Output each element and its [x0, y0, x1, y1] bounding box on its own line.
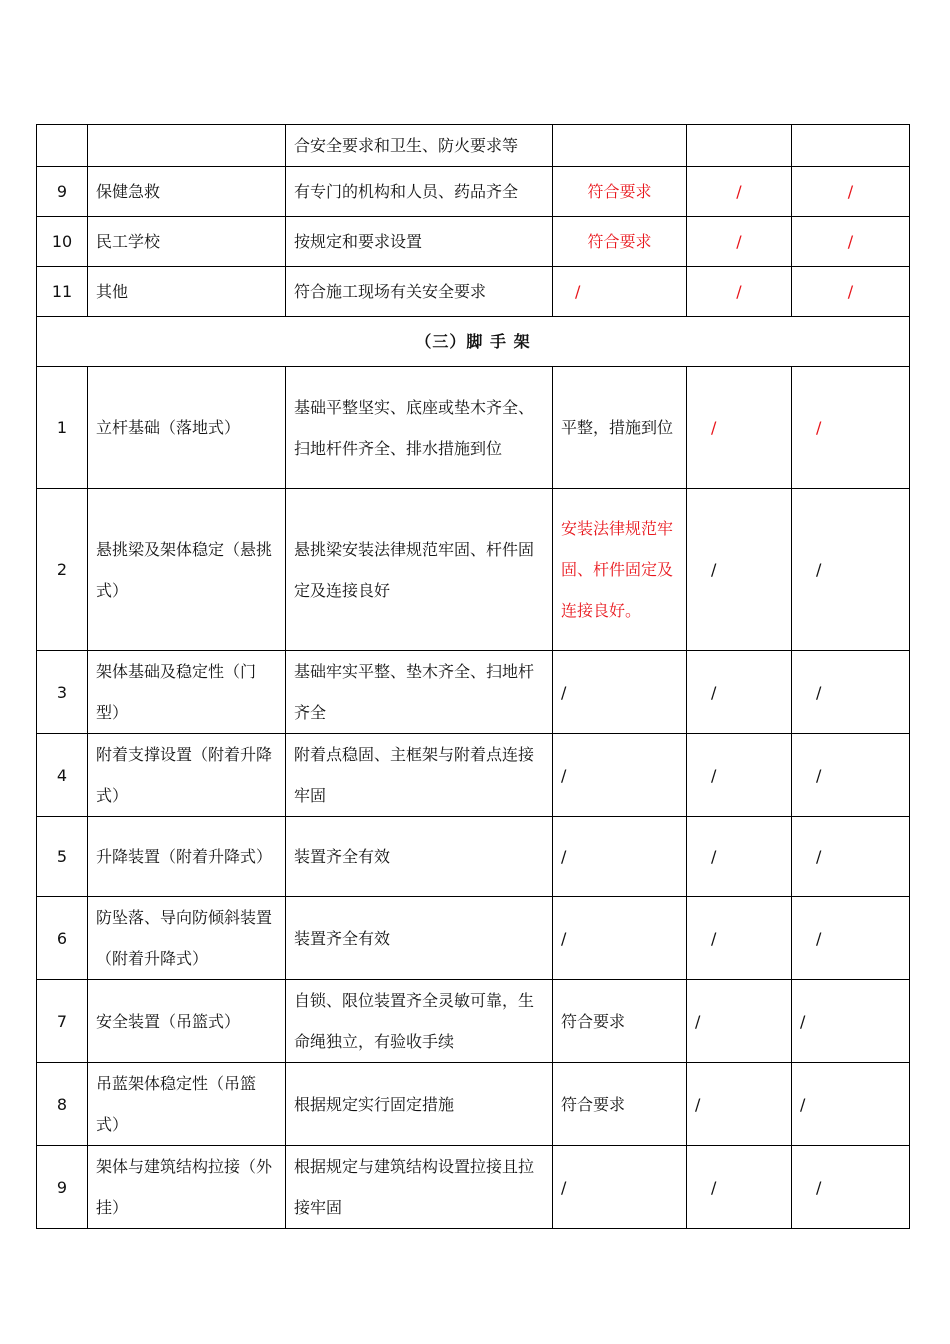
result-3: / [792, 980, 910, 1063]
table-row [37, 125, 910, 167]
table-row [37, 217, 910, 267]
result-1: 符合要求 [553, 1063, 687, 1146]
table-row [37, 651, 910, 734]
result-2: / [687, 980, 792, 1063]
row-number: 3 [37, 651, 88, 734]
item-name: 保健急救 [88, 167, 286, 217]
row-number: 4 [37, 734, 88, 817]
result-2: / [687, 367, 792, 489]
requirement: 合安全要求和卫生、防火要求等 [286, 125, 553, 167]
item-name: 附着支撑设置（附着升降式） [88, 734, 286, 817]
result-3: / [792, 1063, 910, 1146]
result-3: / [792, 651, 910, 734]
result-3: / [792, 217, 910, 267]
table-row [37, 1063, 910, 1146]
row-number [37, 125, 88, 167]
row-number: 2 [37, 489, 88, 651]
item-name: 防坠落、导向防倾斜装置（附着升降式） [88, 897, 286, 980]
result-1: / [553, 1146, 687, 1229]
result-2: / [687, 897, 792, 980]
row-number: 6 [37, 897, 88, 980]
table-row [37, 1146, 910, 1229]
result-2: / [687, 217, 792, 267]
section-title: （三）脚 手 架 [37, 317, 910, 367]
result-3: / [792, 817, 910, 897]
table-row [37, 367, 910, 489]
requirement: 有专门的机构和人员、药品齐全 [286, 167, 553, 217]
item-name: 升降装置（附着升降式） [88, 817, 286, 897]
result-2: / [687, 734, 792, 817]
row-number: 10 [37, 217, 88, 267]
table-row [37, 167, 910, 217]
row-number: 8 [37, 1063, 88, 1146]
requirement: 基础牢实平整、垫木齐全、扫地杆齐全 [286, 651, 553, 734]
result-1 [553, 125, 687, 167]
result-3: / [792, 1146, 910, 1229]
result-1: / [553, 651, 687, 734]
table-row [37, 980, 910, 1063]
result-1: / [553, 897, 687, 980]
item-name: 立杆基础（落地式） [88, 367, 286, 489]
result-3: / [792, 167, 910, 217]
row-number: 11 [37, 267, 88, 317]
result-2: / [687, 267, 792, 317]
requirement: 符合施工现场有关安全要求 [286, 267, 553, 317]
row-number: 5 [37, 817, 88, 897]
requirement: 悬挑梁安装法律规范牢固、杆件固定及连接良好 [286, 489, 553, 651]
inspection-table [36, 124, 910, 1229]
requirement: 根据规定实行固定措施 [286, 1063, 553, 1146]
requirement: 附着点稳固、主框架与附着点连接牢固 [286, 734, 553, 817]
result-2: / [687, 817, 792, 897]
item-name: 吊蓝架体稳定性（吊篮式） [88, 1063, 286, 1146]
result-3 [792, 125, 910, 167]
result-3: / [792, 489, 910, 651]
item-name: 安全装置（吊篮式） [88, 980, 286, 1063]
result-2: / [687, 651, 792, 734]
result-2: / [687, 489, 792, 651]
requirement: 装置齐全有效 [286, 897, 553, 980]
result-3: / [792, 267, 910, 317]
row-number: 1 [37, 367, 88, 489]
requirement: 按规定和要求设置 [286, 217, 553, 267]
table-row [37, 489, 910, 651]
result-1: 符合要求 [553, 980, 687, 1063]
result-3: / [792, 734, 910, 817]
item-name: 悬挑梁及架体稳定（悬挑式） [88, 489, 286, 651]
table-row [37, 267, 910, 317]
result-1: 符合要求 [553, 167, 687, 217]
result-1: 安装法律规范牢固、杆件固定及连接良好。 [553, 489, 687, 651]
result-1: / [553, 267, 687, 317]
table-row [37, 817, 910, 897]
result-2: / [687, 1063, 792, 1146]
item-name: 其他 [88, 267, 286, 317]
row-number: 9 [37, 167, 88, 217]
table-row [37, 734, 910, 817]
requirement: 自锁、限位装置齐全灵敏可靠，生命绳独立，有验收手续 [286, 980, 553, 1063]
result-2 [687, 125, 792, 167]
requirement: 根据规定与建筑结构设置拉接且拉接牢固 [286, 1146, 553, 1229]
result-3: / [792, 367, 910, 489]
item-name: 架体与建筑结构拉接（外挂） [88, 1146, 286, 1229]
row-number: 9 [37, 1146, 88, 1229]
requirement: 基础平整坚实、底座或垫木齐全、扫地杆件齐全、排水措施到位 [286, 367, 553, 489]
requirement: 装置齐全有效 [286, 817, 553, 897]
result-2: / [687, 1146, 792, 1229]
result-1: / [553, 817, 687, 897]
row-number: 7 [37, 980, 88, 1063]
item-name: 民工学校 [88, 217, 286, 267]
table-row [37, 897, 910, 980]
result-2: / [687, 167, 792, 217]
result-1: 符合要求 [553, 217, 687, 267]
section-row [37, 317, 910, 367]
result-1: / [553, 734, 687, 817]
result-1: 平整，措施到位 [553, 367, 687, 489]
result-3: / [792, 897, 910, 980]
item-name [88, 125, 286, 167]
item-name: 架体基础及稳定性（门型） [88, 651, 286, 734]
